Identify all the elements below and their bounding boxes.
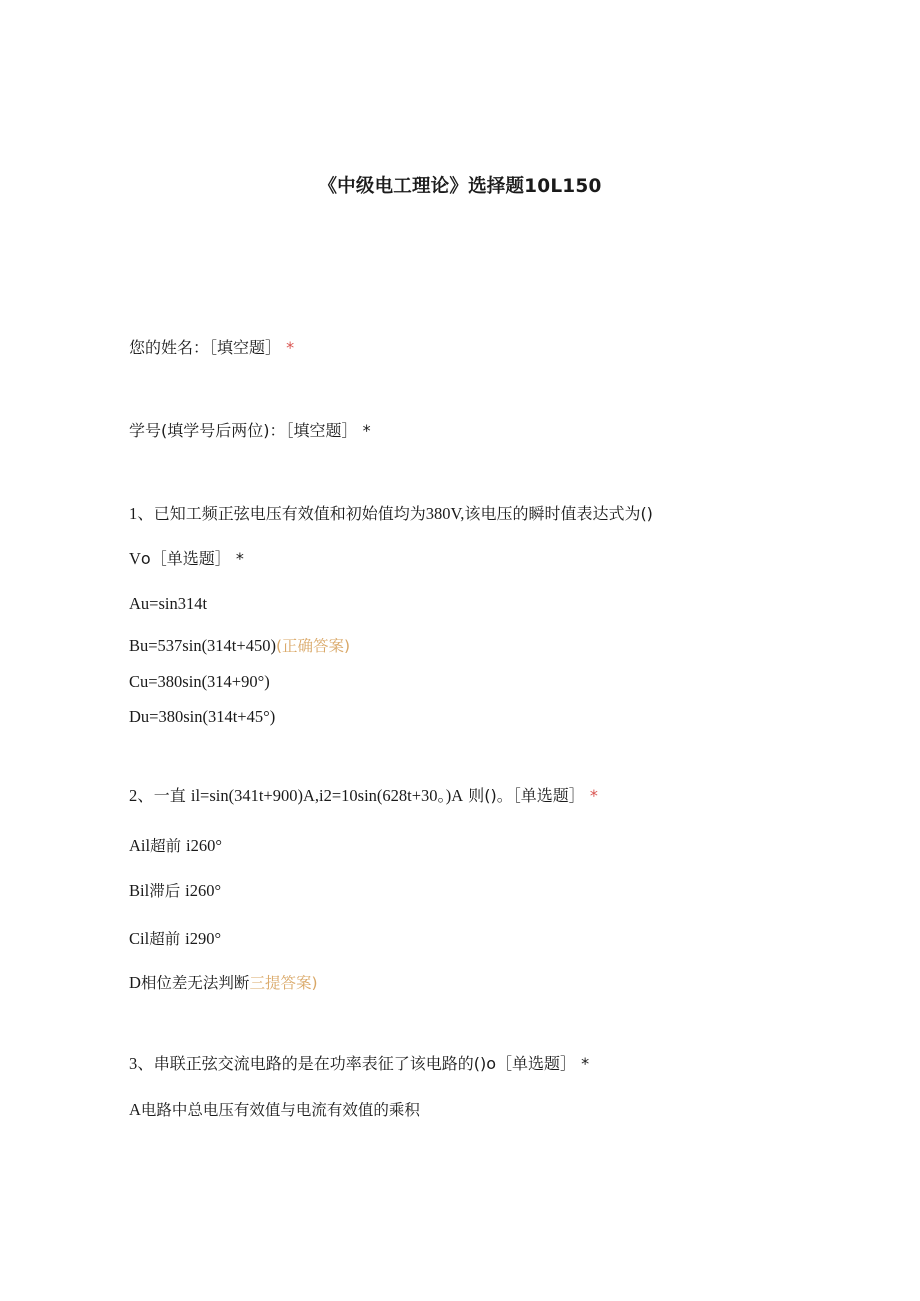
option-text: Cu=380sin(314+90°)	[129, 672, 270, 691]
option-value: i260°	[185, 881, 222, 900]
option-text: 电路中总电压有效值与电流有效值的乘积	[140, 1101, 420, 1119]
question-1-type: o［单选题］	[140, 549, 231, 568]
question-3	[129, 1050, 589, 1074]
question-1-number: 1、	[129, 504, 154, 523]
student-id-field-text: 学号(填学号后两位)：［填空题］	[129, 421, 358, 440]
option-text: Bu=537sin(314t+450)	[129, 636, 276, 655]
option-text: 超前	[150, 837, 182, 855]
option-text: 滞后	[149, 882, 181, 900]
question-3-number: 3、	[129, 1054, 154, 1073]
page-title: 《中级电工理论》选择题10L150	[318, 176, 602, 197]
question-1-line-2	[129, 546, 244, 569]
question-1-option-d[interactable]	[129, 707, 275, 727]
question-2-formula: il=sin(341t+900)A,i2=10sin(628t+30。)A	[190, 786, 464, 805]
question-2-number: 2、	[129, 786, 154, 805]
required-marker: *	[589, 786, 598, 805]
question-1-unit: V	[129, 549, 141, 568]
option-text: Au=sin314t	[129, 594, 208, 613]
required-marker: *	[235, 549, 244, 568]
correct-answer-tag: (正确答案)	[275, 637, 351, 655]
question-2-option-a[interactable]	[129, 834, 222, 856]
question-3-text: 串联正弦交流电路的是在功率表征了该电路的()o［单选题］	[153, 1054, 577, 1073]
correct-answer-tag: 三提答案)	[249, 974, 318, 992]
required-marker: *	[581, 1054, 590, 1073]
question-1-line-1	[129, 500, 653, 524]
question-2-option-c[interactable]	[129, 927, 221, 949]
option-value: i260°	[186, 836, 222, 855]
question-1-text-a: 已知工频正弦电压有效值和初始值均为	[153, 504, 426, 523]
option-letter: Ail	[129, 836, 151, 855]
option-text: 超前	[149, 930, 181, 948]
option-value: i290°	[185, 929, 222, 948]
option-letter: A	[129, 1100, 141, 1119]
question-1-voltage: 380V,	[425, 504, 465, 523]
option-text: Du=380sin(314t+45°)	[129, 707, 276, 726]
required-marker: *	[362, 421, 371, 440]
name-field-text: 您的姓名：［填空题］	[129, 338, 282, 357]
question-1-option-c[interactable]	[129, 672, 270, 692]
question-2-text-a: 一直	[153, 786, 186, 805]
question-2-text-c: 则()。［单选题］	[468, 786, 585, 805]
question-1-option-a[interactable]	[129, 594, 207, 614]
question-1-text-c: 该电压的瞬时值表达式为()	[464, 504, 653, 523]
question-2	[129, 782, 598, 806]
name-field-label	[129, 335, 294, 358]
option-letter: Bil	[129, 881, 150, 900]
student-id-field-label	[129, 418, 371, 441]
option-letter: Cil	[129, 929, 150, 948]
question-2-option-b[interactable]	[129, 879, 221, 901]
option-text: 相位差无法判断	[140, 974, 250, 992]
question-3-option-a[interactable]	[129, 1098, 420, 1120]
question-1-option-b[interactable]	[129, 634, 350, 656]
required-marker: *	[286, 338, 295, 357]
option-letter: D	[129, 973, 141, 992]
question-2-option-d[interactable]	[129, 971, 318, 993]
